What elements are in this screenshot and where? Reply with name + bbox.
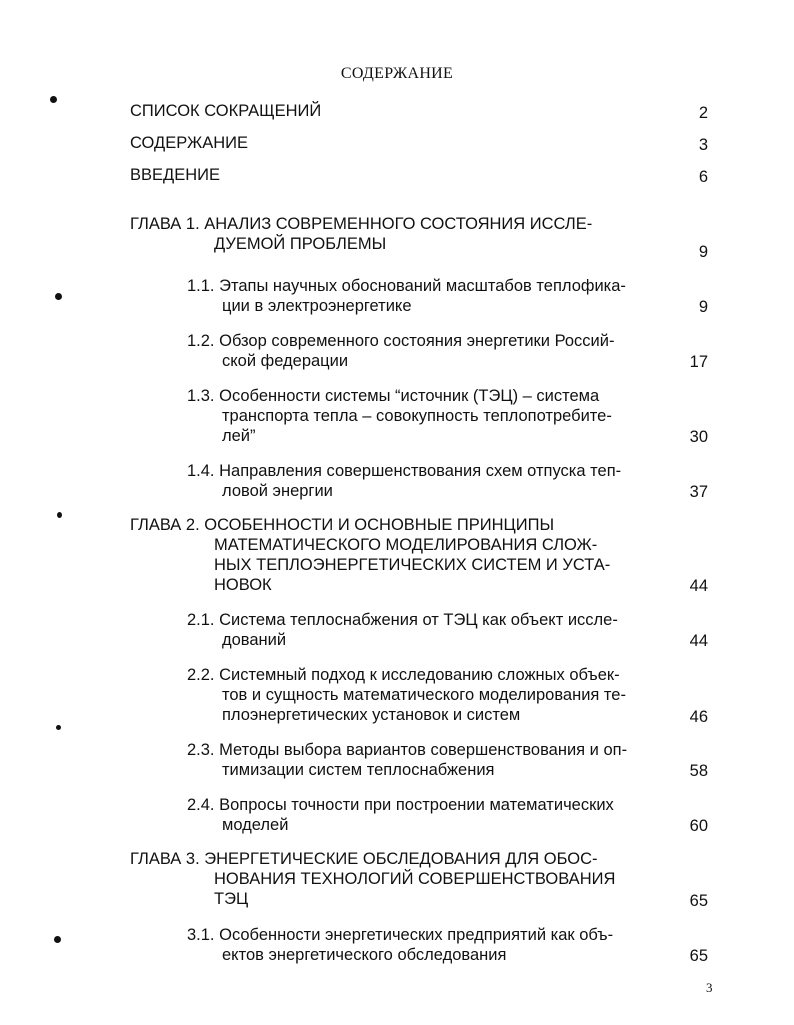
toc-page-number: 46 — [689, 708, 708, 726]
toc-entry-line: транспорта тепла – совокупность теплопотребите- — [222, 407, 612, 425]
toc-entry-line: лей” — [222, 427, 256, 445]
toc-section-entry[interactable] — [187, 925, 613, 965]
toc-entry-line: 2.3. Методы выбора вариантов совершенствования и оп- — [187, 741, 628, 759]
toc-entry-line: 3.1. Особенности энергетических предприятий как объ- — [187, 926, 614, 944]
toc-page-number: 44 — [689, 577, 708, 595]
toc-page-number: 60 — [689, 817, 708, 835]
toc-page-number: 65 — [689, 947, 708, 965]
toc-entry-line: 2.4. Вопросы точности при построении математических — [187, 796, 614, 814]
toc-entry-line: ции в электроэнергетике — [222, 297, 412, 315]
toc-page-number: 2 — [698, 104, 708, 122]
toc-entry-line: ВВЕДЕНИЕ — [130, 166, 220, 184]
toc-page-number: 65 — [689, 892, 708, 910]
toc-entry-line: ГЛАВА 3. ЭНЕРГЕТИЧЕСКИЕ ОБСЛЕДОВАНИЯ ДЛЯ ОБОС- — [130, 850, 598, 868]
toc-entry[interactable] — [130, 133, 248, 153]
toc-entry-line: плоэнергетических установок и систем — [222, 706, 521, 724]
toc-section-entry[interactable] — [187, 740, 627, 780]
toc-entry-line: ГЛАВА 1. АНАЛИЗ СОВРЕМЕННОГО СОСТОЯНИЯ ИССЛЕ- — [130, 215, 593, 233]
toc-entry-line: ДУЕМОЙ ПРОБЛЕМЫ — [214, 235, 387, 253]
toc-page-number: 3 — [698, 136, 708, 154]
toc-entry[interactable] — [130, 165, 220, 185]
toc-page-number: 30 — [689, 428, 708, 446]
toc-entry-line: ловой энергии — [222, 482, 333, 500]
toc-entry-line: 2.2. Системный подход к исследованию сложных объек- — [187, 666, 620, 684]
toc-entry-line: ектов энергетического обследования — [222, 946, 507, 964]
toc-chapter-entry[interactable] — [130, 214, 592, 254]
toc-page-number: 58 — [689, 762, 708, 780]
page-number-footer: 3 — [706, 980, 713, 995]
toc-page-number: 9 — [698, 298, 708, 316]
toc-entry-line: НЫХ ТЕПЛОЭНЕРГЕТИЧЕСКИХ СИСТЕМ И УСТА- — [214, 556, 611, 574]
page-title: СОДЕРЖАНИЕ — [340, 65, 454, 82]
toc-entry-line: 1.1. Этапы научных обоснований масштабов теплофика- — [187, 277, 626, 295]
toc-page-number: 44 — [689, 632, 708, 650]
toc-entry-line: 1.3. Особенности системы “источник (ТЭЦ) – система — [187, 387, 600, 405]
toc-entry-line: НОВАНИЯ ТЕХНОЛОГИЙ СОВЕРШЕНСТВОВАНИЯ — [214, 870, 616, 888]
toc-entry-line: ской федерации — [222, 352, 349, 370]
toc-entry-line: НОВОК — [214, 576, 272, 594]
toc-entry-line: тов и сущность математического моделирования те- — [222, 686, 626, 704]
toc-entry-line: МАТЕМАТИЧЕСКОГО МОДЕЛИРОВАНИЯ СЛОЖ- — [214, 536, 598, 554]
toc-entry-line: СПИСОК СОКРАЩЕНИЙ — [130, 102, 322, 120]
toc-entry-line: ТЭЦ — [214, 890, 249, 908]
toc-section-entry[interactable] — [187, 610, 618, 650]
toc-entry-line: ГЛАВА 2. ОСОБЕННОСТИ И ОСНОВНЫЕ ПРИНЦИПЫ — [130, 516, 555, 534]
toc-entry-line: 1.4. Направления совершенствования схем отпуска теп- — [187, 462, 622, 480]
toc-entry-line: 1.2. Обзор современного состояния энергетики Россий- — [187, 332, 615, 350]
toc-entry-line: 2.1. Система теплоснабжения от ТЭЦ как объект иссле- — [187, 611, 618, 629]
toc-section-entry[interactable] — [187, 461, 621, 501]
toc-section-entry[interactable] — [187, 665, 626, 725]
toc-page-number: 17 — [689, 353, 708, 371]
toc-chapter-entry[interactable] — [130, 849, 615, 909]
toc-section-entry[interactable] — [187, 795, 614, 835]
toc-entry-line: тимизации систем теплоснабжения — [222, 761, 495, 779]
toc-entry-line: моделей — [222, 816, 289, 834]
toc-section-entry[interactable] — [187, 331, 614, 371]
toc-section-entry[interactable] — [187, 386, 612, 446]
toc-page-number: 9 — [698, 243, 708, 261]
toc-section-entry[interactable] — [187, 276, 626, 316]
toc-entry-line: дований — [222, 631, 287, 649]
toc-page-number: 6 — [698, 168, 708, 186]
toc-entry[interactable] — [130, 101, 321, 121]
toc-page-number: 37 — [689, 483, 708, 501]
toc-chapter-entry[interactable] — [130, 515, 610, 595]
toc-entry-line: СОДЕРЖАНИЕ — [130, 134, 249, 152]
